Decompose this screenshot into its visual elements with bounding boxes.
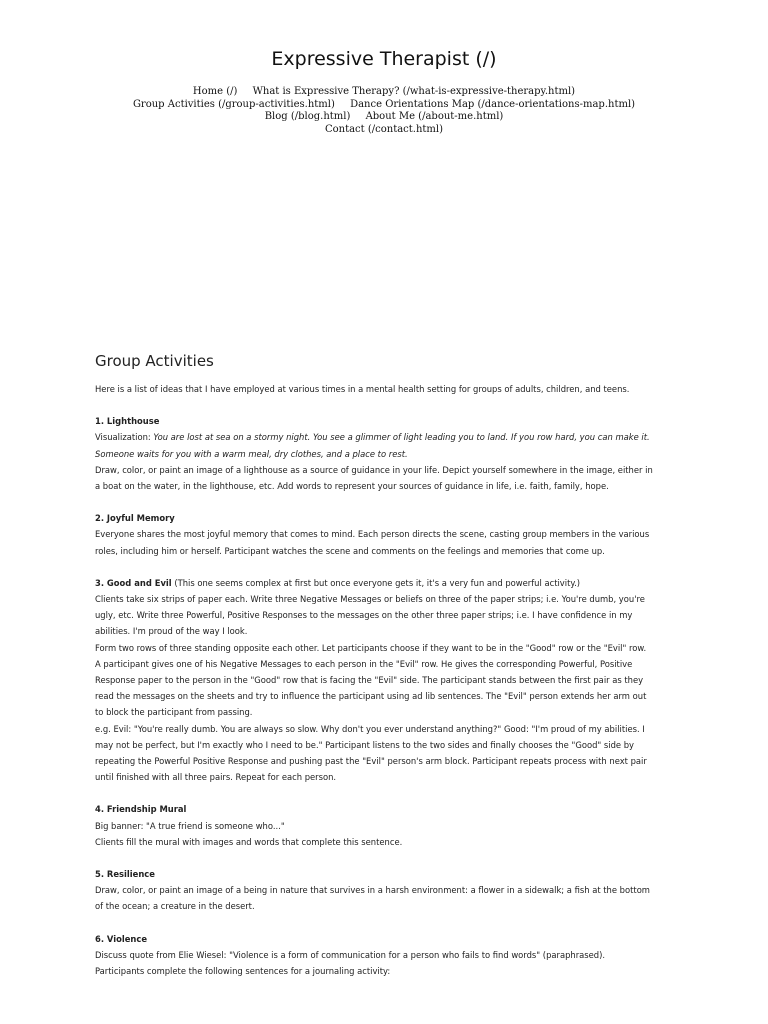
activity-good-and-evil [95,575,653,786]
activity-title: 1. Lighthouse [95,416,160,427]
visualization-label: Visualization: [95,432,154,443]
nav-link-what-is-expressive-therapy[interactable]: What is Expressive Therapy? (/what-is-expressive-therapy.html) [252,86,576,97]
nav-link-home[interactable]: Home (/) [192,86,238,97]
activity-title: 2. Joyful Memory [95,513,175,524]
activity-joyful-memory [95,510,653,559]
activity-paragraph: Discuss quote from Elie Wiesel: "Violence is a form of communication for a person who fails to find words" (paraphrased). [95,949,606,960]
main-nav [100,86,668,136]
activity-paragraph: Form two rows of three standing opposite each other. Let participants choose if they want to be in the "Good" row or the "Evil" row. A participant gives one of his Negative Messages to each person in the "Evil" row. He gives the corresponding Powerful, Positive Response paper to the person in the "Good" row that is facing the "Evil" side. The participant stands between the first pair as they read the messages on the sheets and try to influence the participant using ad lib sentences. The "Evil" person extends her arm out to block the participant from passing. [95,642,647,718]
activity-paragraph: e.g. Evil: "You're really dumb. You are always so slow. Why don't you ever understand anything?" Good: "I'm proud of my abilities. I may not be perfect, but I'm exactly who I need to be." Participant listens to the two sides and finally chooses the "Good" side by repeating the Powerful Positive Response and pushing past the "Evil" person's arm block. Participant repeats process with next pair until finished with all three pairs. Repeat for each person. [95,723,647,783]
activity-friendship-mural [95,801,653,850]
activity-violence [95,931,653,980]
activity-body: Draw, color, or paint an image of a being in nature that survives in a harsh environment: a flower in a sidewalk; a fish at the bottom of the ocean; a creature in the desert. [95,885,650,912]
activity-body: Everyone shares the most joyful memory that comes to mind. Each person directs the scene, casting group members in the various roles, including him or herself. Participant watches the scene and comments on the feelings and memories that come up. [95,529,650,556]
activity-visualization [95,429,653,461]
activity-paragraph: Clients fill the mural with images and words that complete this sentence. [95,836,403,847]
activity-title-row [95,575,653,591]
activity-resilience [95,866,653,915]
visualization-text: You are lost at sea on a stormy night. You see a glimmer of light leading you to land. If you row hard, you can make it. Someone waits for you with a warm meal, dry clothes, and a place to rest. [95,432,650,459]
nav-link-blog[interactable]: Blog (/blog.html) [264,111,351,122]
site-title[interactable]: Expressive Therapist (/) [271,48,497,70]
activity-title: 5. Resilience [95,869,155,880]
main-content [95,350,653,995]
nav-link-about-me[interactable]: About Me (/about-me.html) [365,111,504,122]
intro-paragraph: Here is a list of ideas that I have employed at various times in a mental health setting for groups of adults, children, and teens. [95,384,630,394]
page-heading: Group Activities [95,352,214,370]
nav-link-dance-orientations-map[interactable]: Dance Orientations Map (/dance-orientations-map.html) [350,98,636,110]
activity-body: Draw, color, or paint an image of a lighthouse as a source of guidance in your life. Depict yourself somewhere in the image, either in a boat on the water, in the lighthouse, etc. Add words to represent your sources of guidance in life, i.e. faith, family, hope. [95,464,653,492]
activity-title: 3. Good and Evil [95,577,172,588]
activity-paragraph: Clients take six strips of paper each. Write three Negative Messages or beliefs on three of the paper strips; i.e. You're dumb, you're ugly, etc. Write three Powerful, Positive Responses to the messages on the other three paper strips; i.e. I have confidence in my abilities. I'm proud of the way I look. [95,594,645,637]
activity-title: 6. Violence [95,933,148,944]
nav-link-contact[interactable]: Contact (/contact.html) [324,123,444,135]
activity-paragraph: Big banner: "A true friend is someone who..." [95,820,285,831]
nav-link-group-activities[interactable]: Group Activities (/group-activities.html) [132,98,335,110]
activity-paragraph: Participants complete the following sentences for a journaling activity: [95,966,391,977]
activity-lighthouse [95,413,653,494]
activity-title: 4. Friendship Mural [95,804,187,815]
activity-note: (This one seems complex at first but once everyone gets it, it's a very fun and powerful activity.) [171,577,581,588]
